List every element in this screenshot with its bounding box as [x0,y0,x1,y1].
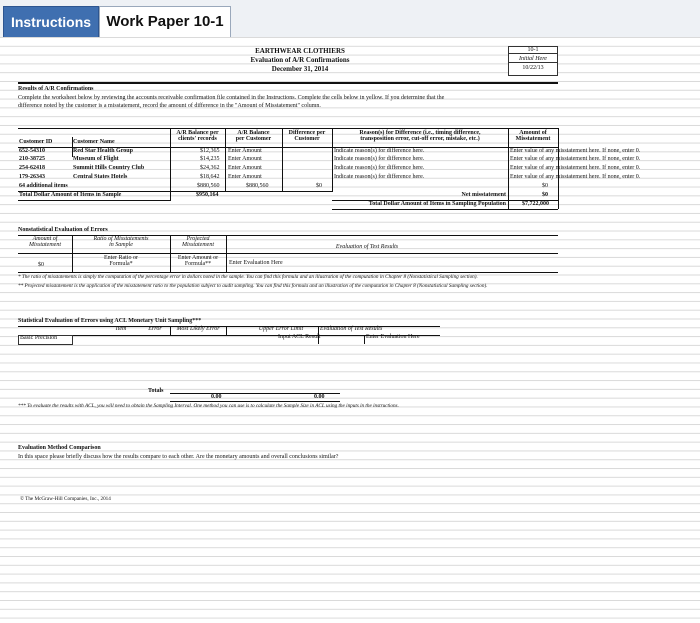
ar-balance-cell: $12,365 [200,147,220,154]
col-divider [226,235,227,272]
population-label: Total Dollar Amount of Items in Sampling Population [368,201,506,207]
misstatement-input[interactable]: Enter value of any misstatement here. If none, enter 0. [510,147,641,154]
reference-date: 10/22/13 [522,65,544,71]
reference-box [508,46,558,76]
stat-totals-label: Totals [148,388,164,394]
stat-heading: Statistical Evaluation of Errors using ACL Monetary Unit Sampling*** [18,318,202,324]
additional-items-label: 64 additional items [19,183,68,189]
reason-input[interactable]: Indicate reason(s) for difference here. [334,156,425,163]
net-misstatement-label: Net misstatement [461,192,506,198]
row-divider [332,200,558,201]
additional-difference: $0 [316,183,322,189]
total-bottom-border [18,200,171,201]
stat-evaluation-input[interactable]: Enter Evaluation Here [366,334,420,340]
nonstat-footnote-1: * The ratio of misstatements is simply the computation of the percentage error in dollars noted in the sample. You can find this formula and an illustration of the computation in Chapter 8 (Nonstatistical Sampling section). [18,274,478,280]
results-instructions-line1: Complete the worksheet below by reviewing the accounts receivable confirmation file contained in the Instructions. Complete the cells below in yellow. If you determine that the [18,95,445,101]
col-divider [226,326,227,335]
col-header-difference: Difference per Customer [288,130,326,142]
customer-name-cell: Museum of Flight [73,156,119,163]
nonstat-col-projected: Projected Misstatement [182,236,214,248]
nonstat-projected-input[interactable]: Enter Amount or Formula** [177,255,219,267]
row-divider [332,209,558,210]
customer-id-cell: 179-26343 [19,173,45,180]
nonstat-heading: Nonstatistical Evaluation of Errors [18,227,108,233]
nonstat-col-amount: Amount of Misstatement [29,236,61,248]
misstatement-input[interactable]: Enter value of any misstatement here. If none, enter 0. [510,165,641,172]
net-misstatement-amount: $0 [542,192,548,198]
additional-customer-balance: $880,560 [246,183,269,189]
reason-input[interactable]: Indicate reason(s) for difference here. [334,165,425,172]
nonstat-ratio-input[interactable]: Enter Ratio or Formula* [104,255,138,267]
comparison-heading: Evaluation Method Comparison [18,445,101,451]
initial-field[interactable]: Initial Here [509,56,557,63]
nonstat-footnote-2: ** Projected misstatement is the application of the misstatement ratio to the population subject to audit sampling. You can find this formula and an illustration of the computation in Chapter 8 (Nonstatistical Sampling section). [18,283,488,289]
results-instructions-line2: difference noted by the customer is a misstatement, record the amount of difference in the "Amount of Misstatement" column. [18,103,321,109]
stat-col-item: Item [115,326,127,332]
col-divider [282,128,283,191]
worksheet-date: December 31, 2014 [271,65,329,73]
stat-footnote: *** To evaluate the results with ACL, you will need to obtain the Sampling Interval. One method you can use is to calculate the Sample Size in ACL using the inputs in the instructions. [18,403,399,409]
population-amount: $7,722,000 [522,201,549,207]
results-heading: Results of A/R Confirmations [18,86,94,92]
col-divider [170,128,171,200]
customer-name-cell: Central States Hotels [73,173,128,180]
total-sample-amount: $950,164 [196,192,219,198]
customer-balance-input[interactable]: Enter Amount [228,156,262,163]
reason-input[interactable]: Indicate reason(s) for difference here. [334,147,425,154]
col-header-amount: Amount of Misstatement [515,130,551,142]
customer-id-cell: 210-38725 [19,156,45,163]
nonstat-amount-value: $0 [38,262,44,268]
col-divider [364,335,365,344]
ar-balance-cell: $14,235 [200,156,220,163]
stat-col-uel: Upper Error Limit [258,326,304,332]
copyright-notice: © The McGraw-Hill Companies, Inc., 2014 [20,496,111,502]
nonstat-evaluation-input[interactable]: Enter Evaluation Here [229,260,283,266]
misstatement-input[interactable]: Enter value of any misstatement here. If none, enter 0. [510,173,641,180]
stat-row-label-box [18,335,73,345]
nonstat-col-evaluation: Evaluation of Test Results [335,244,399,250]
comparison-text[interactable]: In this space please briefly discuss how the results compare to each other. Are the monetary amounts and overall conclusions similar? [18,454,339,460]
customer-name-cell: Summit Hills Country Club [73,165,145,172]
worksheet [0,37,700,623]
col-divider [508,128,509,209]
col-header-customer-balance: A/R Balance per Customer [235,130,272,142]
stat-col-eval: Evaluation of Test Results [320,326,383,332]
additional-ar-balance: $880,560 [197,183,220,189]
stat-col-mle: Most Likely Error [176,326,220,332]
col-header-customer-name: Customer Name [73,139,115,145]
worksheet-title: Evaluation of A/R Confirmations [250,56,350,64]
col-header-customer-id: Customer ID [19,139,53,145]
reason-input[interactable]: Indicate reason(s) for difference here. [334,173,425,180]
row-divider [170,393,340,394]
table-top-border [18,128,558,129]
stat-total-1: 0.00 [211,394,222,400]
section-border [18,272,558,273]
customer-balance-input[interactable]: Enter Amount [228,165,262,172]
stat-col-error: Error [148,326,162,332]
ar-balance-cell: $24,362 [200,165,220,172]
nonstat-col-ratio: Ratio of Misstatements in Sample [93,236,149,248]
col-header-ar-balance: A/R Balance per clients' records [176,130,219,142]
col-divider [170,326,171,335]
row-divider [170,401,340,402]
col-divider [332,128,333,191]
additional-amount: $0 [542,183,548,189]
stat-total-2: 0.00 [314,394,325,400]
total-sample-label: Total Dollar Amount of Items in Sample [19,192,122,198]
col-divider [225,128,226,191]
customer-id-cell: 254-62418 [19,165,45,172]
stat-row-label: Basic Precision [20,335,58,341]
customer-balance-input[interactable]: Enter Amount [228,173,262,180]
company-name: EARTHWEAR CLOTHIERS [255,47,345,55]
ar-balance-cell: $18,642 [200,173,220,180]
tab-work-paper[interactable]: Work Paper 10-1 [99,6,231,37]
customer-id-cell: 652-54310 [19,147,45,154]
customer-balance-input[interactable]: Enter Amount [228,147,262,154]
misstatement-input[interactable]: Enter value of any misstatement here. If none, enter 0. [510,156,641,163]
customer-name-cell: Red Star Health Group [73,147,133,154]
header-divider [18,82,558,84]
tab-instructions[interactable]: Instructions [3,6,99,38]
reference-number: 10-1 [509,47,557,54]
col-header-reason: Reason(s) for Difference (i.e., timing difference, transposition error, cut-off error, mistake, etc.) [359,130,481,142]
stat-acl-input[interactable]: Input ACL Result [278,334,321,340]
section-border [18,253,558,254]
